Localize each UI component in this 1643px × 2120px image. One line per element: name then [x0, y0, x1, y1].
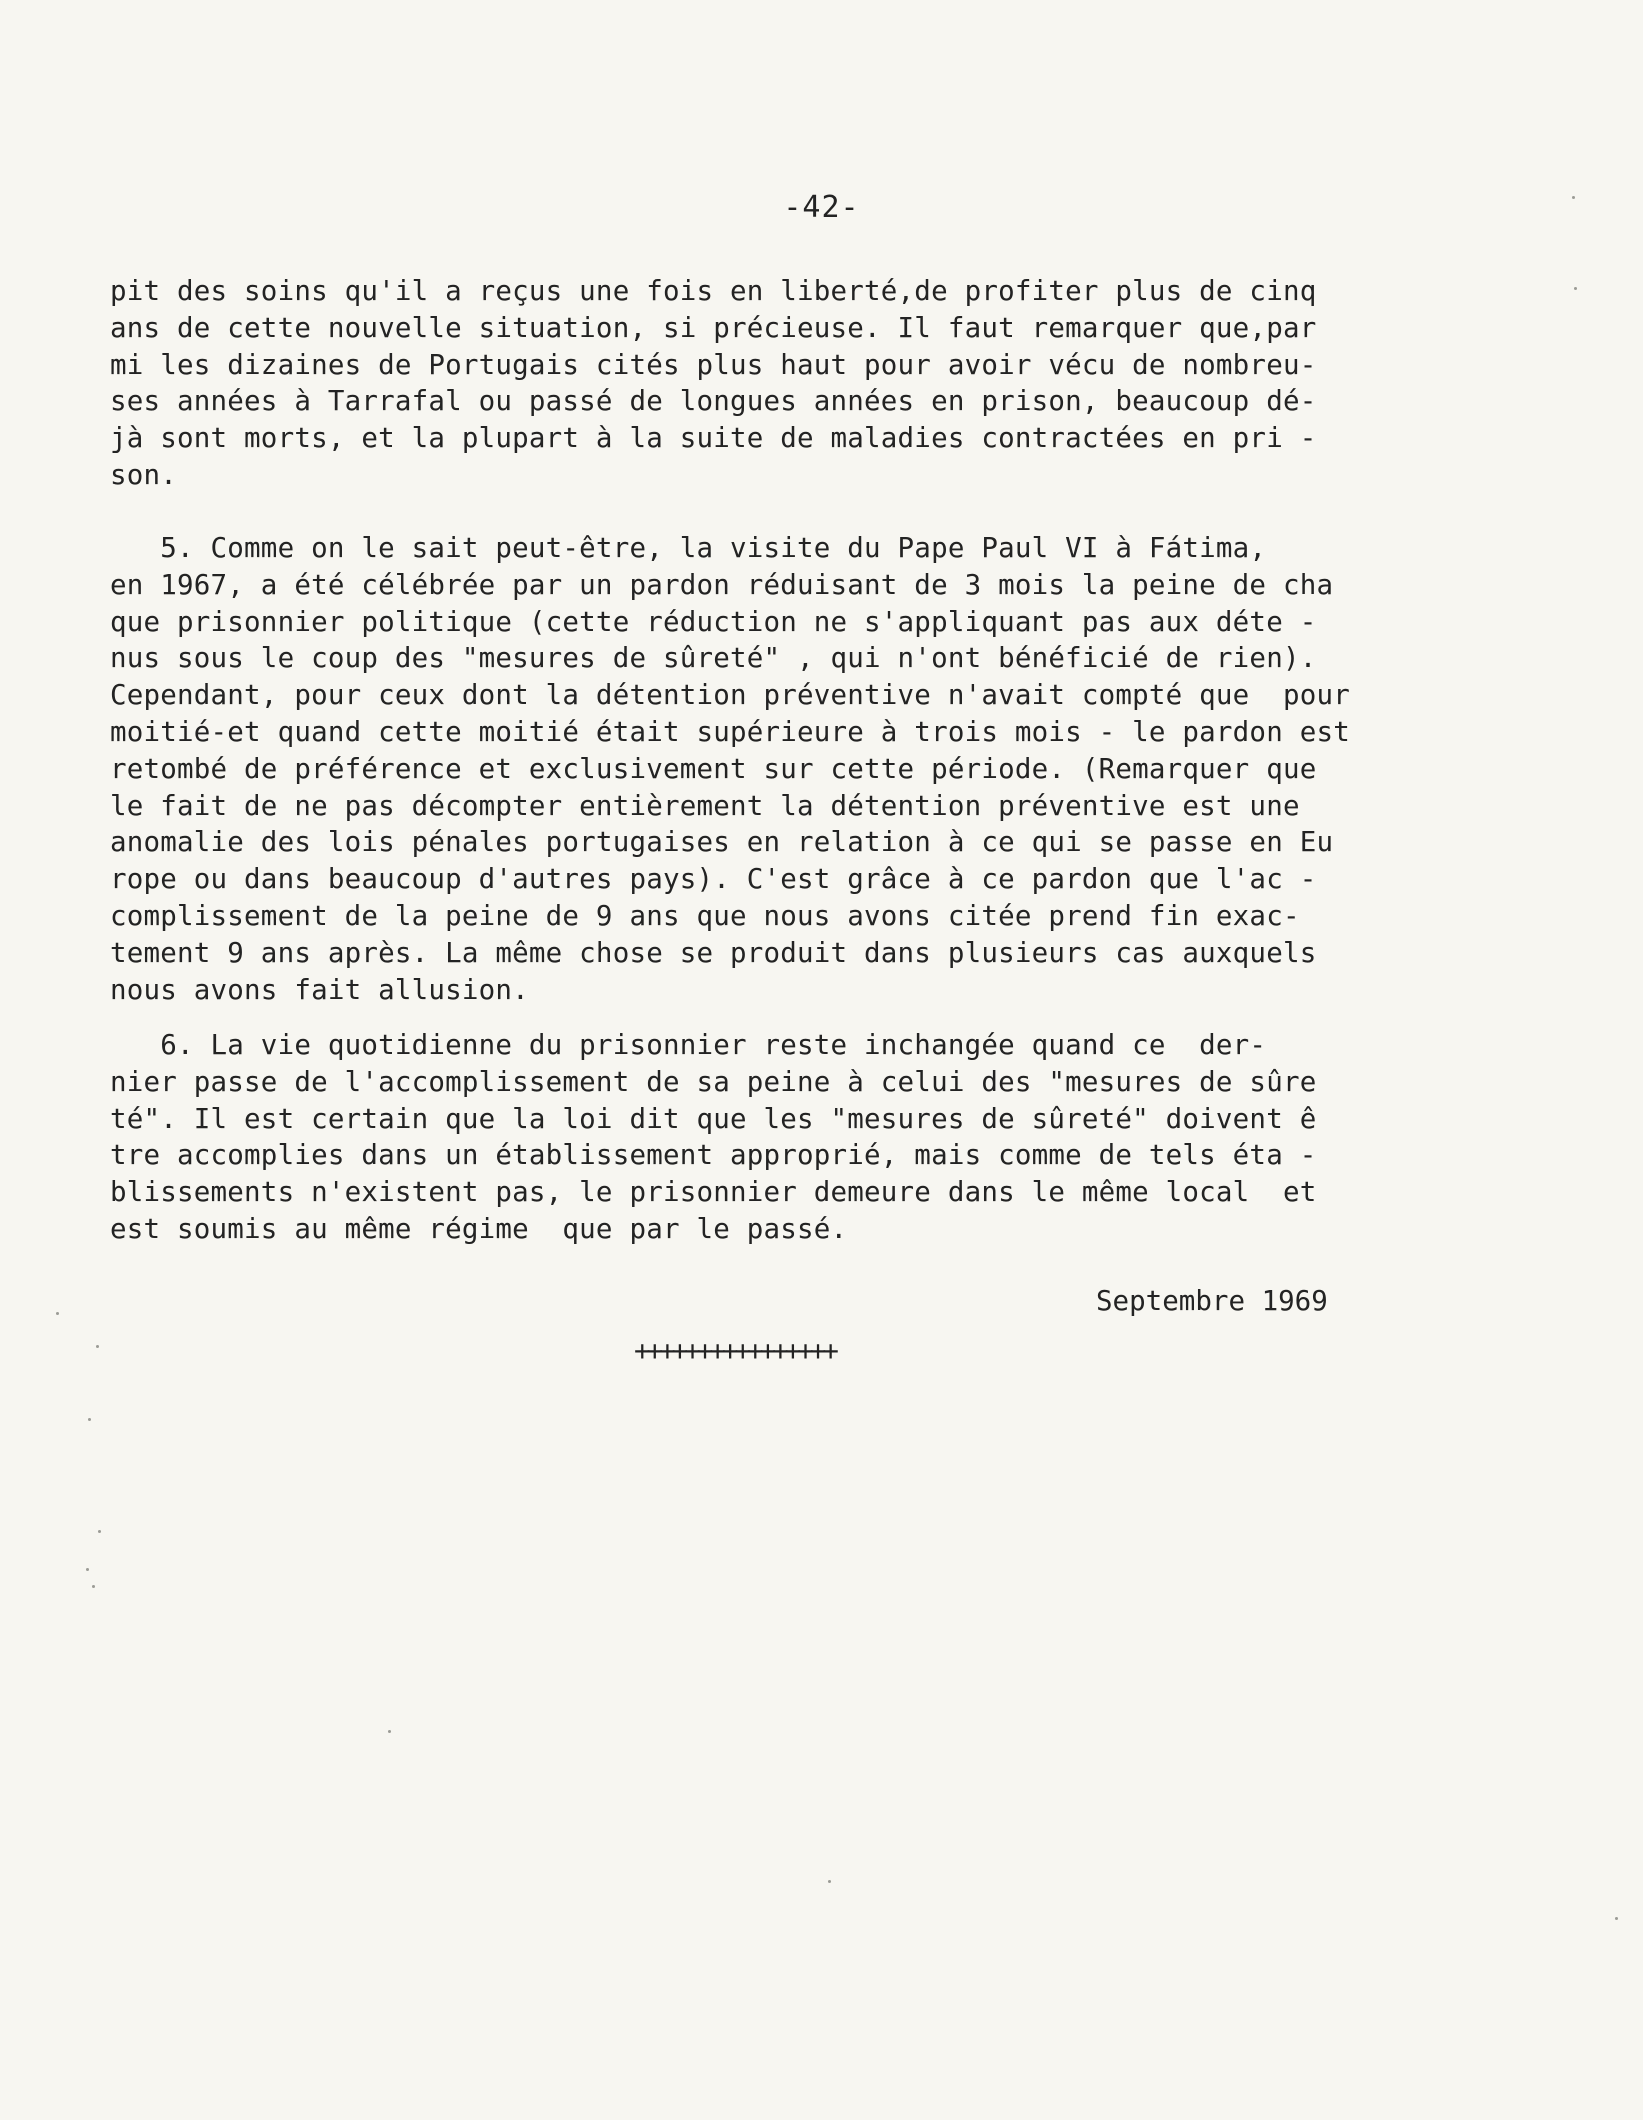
text-line: nus sous le coup des "mesures de sûreté" , qui n'ont bénéficié de rien). [110, 642, 1317, 675]
text-line: jà sont morts, et la plupart à la suite de maladies contractées en pri - [110, 422, 1317, 455]
text-line: ses années à Tarrafal ou passé de longues années en prison, beaucoup dé- [110, 385, 1317, 418]
scan-speck [388, 1730, 391, 1733]
paragraph-5 [110, 530, 1550, 1008]
text-line: le fait de ne pas décompter entièrement la détention préventive est une [110, 789, 1300, 822]
text-line: retombé de préférence et exclusivement sur cette période. (Remarquer que [110, 752, 1317, 785]
scan-speck [92, 1585, 95, 1588]
text-line: que prisonnier politique (cette réduction ne s'appliquant pas aux déte - [110, 605, 1317, 638]
text-line: complissement de la peine de 9 ans que nous avons citée prend fin exac- [110, 899, 1300, 932]
separator-line: ++++++++++++++++ [634, 1335, 835, 1367]
text-line: nous avons fait allusion. [110, 973, 529, 1006]
text-line: en 1967, a été célébrée par un pardon réduisant de 3 mois la peine de cha [110, 568, 1334, 601]
page-number: -42- [783, 190, 860, 225]
text-line: tre accomplies dans un établissement approprié, mais comme de tels éta - [110, 1139, 1317, 1172]
scan-speck [1572, 196, 1575, 199]
scan-speck [1574, 287, 1577, 290]
text-line: pit des soins qu'il a reçus une fois en liberté,de profiter plus de cinq [110, 275, 1317, 307]
text-line: té". Il est certain que la loi dit que les "mesures de sûreté" doivent ê [110, 1102, 1317, 1135]
text-line: est soumis au même régime que par le passé. [110, 1212, 848, 1245]
scan-speck [86, 1568, 89, 1571]
text-line: nier passe de l'accomplissement de sa peine à celui des "mesures de sûre [110, 1065, 1317, 1098]
text-line: tement 9 ans après. La même chose se produit dans plusieurs cas auxquels [110, 936, 1317, 969]
scan-speck [96, 1345, 99, 1348]
text-line: Cependant, pour ceux dont la détention préventive n'avait compté que pour [110, 679, 1350, 712]
scan-speck [56, 1312, 59, 1315]
paragraph-1 [110, 273, 1550, 494]
text-line: rope ou dans beaucoup d'autres pays). C'est grâce à ce pardon que l'ac - [110, 863, 1317, 896]
date-signature: Septembre 1969 [1096, 1285, 1328, 1317]
text-line: 6. La vie quotidienne du prisonnier reste inchangée quand ce der- [110, 1029, 1267, 1061]
scan-speck [1615, 1917, 1618, 1920]
text-line: blissements n'existent pas, le prisonnier demeure dans le même local et [110, 1176, 1317, 1209]
scan-speck [98, 1530, 101, 1533]
text-line: anomalie des lois pénales portugaises en relation à ce qui se passe en Eu [110, 826, 1334, 859]
scan-speck [828, 1880, 831, 1883]
scan-speck [88, 1418, 91, 1421]
text-line: moitié-et quand cette moitié était supérieure à trois mois - le pardon est [110, 715, 1350, 748]
text-line: son. [110, 458, 178, 491]
text-line: mi les dizaines de Portugais cités plus haut pour avoir vécu de nombreu- [110, 348, 1317, 381]
text-line: ans de cette nouvelle situation, si précieuse. Il faut remarquer que,par [110, 311, 1317, 344]
paragraph-6 [110, 1027, 1550, 1248]
text-line: 5. Comme on le sait peut-être, la visite du Pape Paul VI à Fátima, [110, 532, 1267, 564]
